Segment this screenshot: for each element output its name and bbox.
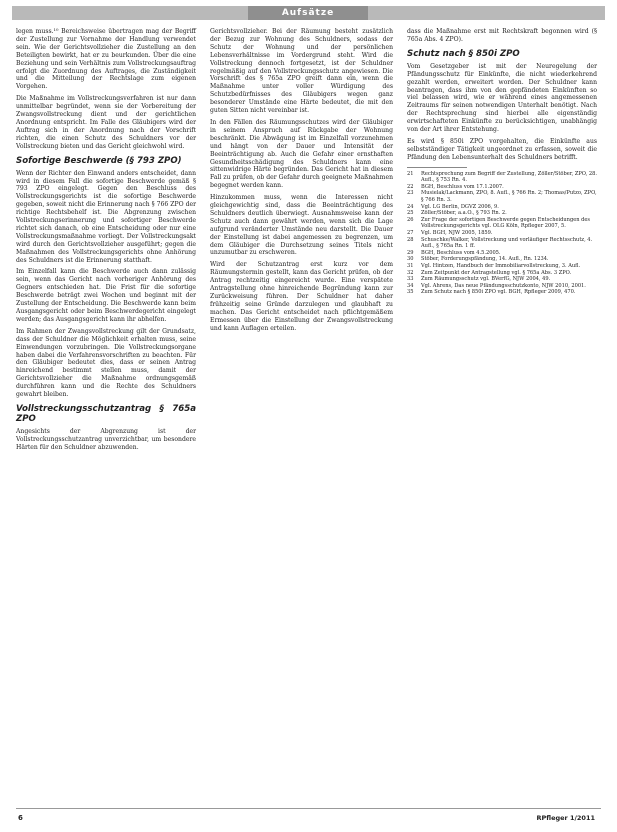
footnote-number: 23 [407, 190, 414, 197]
paragraph: legen muss.¹⁰ Bereichsweise übertragen mag der Begriff der Zustellung zur Vornahme der Handlung verwendet sein. Wie der Gerichtsvollzieher die Zustellung an den Beteiligten bewirkt, hat er zu beurkunden. Über die eine Beziehung und sein Verhältnis zum Vollstreckungsauftrag erfolgt die Zuordnung des Auftrages, die Zuständigkeit und die Mitteilung der Rechtslage zum eigenen Vorgehen. [16, 28, 196, 91]
footnote-number: 26 [407, 216, 414, 223]
footnote-number: 33 [407, 276, 414, 283]
footnote [407, 171, 597, 184]
footnote-number: 30 [407, 256, 414, 263]
footnote [407, 283, 597, 290]
footnote-number: 24 [407, 203, 414, 210]
footnote-text: Schuschke/Walker, Vollstreckung und vorläufiger Rechtsschutz, 4. Aufl., § 765a Rn. 1 ff. [421, 236, 593, 250]
paragraph: dass die Maßnahme erst mit Rechtskraft begonnen wird (§ 765a Abs. 4 ZPO). [407, 28, 597, 43]
footnote-text: Rechtsprechung zum Begriff der Zustellung, Zöller/Stöber, ZPO, 28. Aufl., § 753 Rn. 4. [421, 170, 598, 184]
footnote-divider [407, 167, 467, 168]
footnote-text: Vgl. LG Berlin, DGVZ 2006, 9. [421, 203, 499, 210]
journal-name: RPfleger 1/2011 [536, 814, 595, 822]
footnote-text: Zum Räumungsschutz vgl. BVerfG, NJW 2004, 49. [421, 276, 551, 283]
footnote-text: Zum Schutz nach § 850i ZPO vgl. BGH, Rpfleger 2009, 470. [421, 289, 576, 296]
footnote [407, 276, 597, 283]
section-heading: Sofortige Beschwerde (§ 793 ZPO) [16, 155, 182, 166]
footnote [407, 250, 597, 257]
footnote-text: BGH, Beschluss vom 17.1.2007. [421, 183, 504, 190]
section-heading: Vollstreckungsschutzantrag § 765a ZPO [16, 403, 196, 424]
footnote [407, 263, 597, 270]
paragraph: Im Einzelfall kann die Beschwerde auch dann zulässig sein, wenn das Gericht nach vorheriger Anhörung des Gegners entschieden hat. Die Frist für die sofortige Beschwerde beträgt zwei Wochen und beginnt mit der Zustellung der Entscheidung. Die Beschwerde kann beim Ausgangsgericht oder beim Beschwerdegericht eingelegt werden; das Ausgangsgericht kann ihr abhelfen. [16, 268, 196, 323]
paragraph: Im Rahmen der Zwangsvollstreckung gilt der Grundsatz, dass der Schuldner die Möglichkeit erhalten muss, seine Einwendungen vorzubringen. Die Vollstreckungsorgane haben dabei die Verfahrensvorschriften zu beachten. Für den Gläubiger bedeutet dies, dass er seinen Antrag hinreichend bestimmt stellen muss, damit der Gerichtsvollzieher die Maßnahme ordnungsgemäß durchführen kann und die Rechte des Schuldners gewahrt bleiben. [16, 327, 196, 399]
column-1 [16, 28, 196, 456]
footnote-number: 31 [407, 263, 414, 269]
paragraph: Wird der Schutzantrag erst kurz vor dem Räumungstermin gestellt, kann das Gericht prüfen, ob der Antrag rechtzeitig eingereicht wurde. Eine verspätete Antragstellung ohne hinreichende Begründung kann zur Zurückweisung führen. Der Schuldner hat daher frühzeitig seine Gründe darzulegen und glaubhaft zu machen. Das Gericht entscheidet nach pflichtgemäßem Ermessen über die Einstellung der Zwangsvollstreckung und kann Auflagen erteilen. [210, 261, 393, 332]
footnote-number: 34 [407, 282, 414, 289]
section-heading: Schutz nach § 850i ZPO [407, 48, 520, 59]
footnote [407, 270, 597, 277]
footnote [407, 217, 597, 230]
footnote-number: 27 [407, 230, 414, 237]
footnote-text: BGH, Beschluss vom 4.5.2005. [421, 249, 501, 256]
footnote-text: Musielak/Lackmann, ZPO, 8. Aufl., § 766 Rn. 2; Thomas/Putzo, ZPO, § 766 Rn. 3. [421, 190, 597, 204]
footnote-number: 28 [407, 236, 414, 243]
paragraph: Hinzukommen muss, wenn die Interessen nicht gleichgewichtig sind, dass die Beeinträchtigung des Schuldners deutlich überwiegt. Ausnahmsweise kann der Schutz auch dann gewährt werden, wenn sich die Lage aufgrund veränderter Umstände neu darstellt. Die Dauer der Einstellung ist dabei angemessen zu begrenzen, um dem Gläubiger die Durchsetzung seines Titels nicht unzumutbar zu erschweren. [210, 194, 393, 257]
footer-divider [16, 808, 601, 809]
footnote-number: 32 [407, 269, 414, 276]
footnote-number: 35 [407, 289, 414, 296]
footnote [407, 237, 597, 250]
footnote-number: 29 [407, 249, 414, 256]
footnote [407, 256, 597, 263]
footnote [407, 204, 597, 211]
paragraph: Die Maßnahme im Vollstreckungsverfahren ist nur dann unmittelbar begründet, wenn sie der Vorbereitung der Zwangsvollstreckung dient und der gerichtlichen Anordnung entspricht. Im Falle des Gläubigers wird der Auftrag sich in der Anordnung nach der Vorschrift richten, die einen Schutz des Schuldners vor der Vollstreckung bieten und das Gericht gleichwohl wird. [16, 95, 196, 150]
footnote [407, 184, 597, 191]
paragraph: Es wird § 850i ZPO vorgehalten, die Einkünfte aus selbstständiger Tätigkeit ungeordnet zu erfassen, soweit die Pfändung den Lebensunterhalt des Schuldners betrifft. [407, 137, 597, 161]
paragraph: Gerichtsvollzieher. Bei der Räumung besteht zusätzlich der Bezug zur Wohnung des Schuldners, sodass der Schutz der Wohnung und der persönlichen Lebensverhältnisse im Vordergrund steht. Wird die Vollstreckung dennoch fortgesetzt, ist der Schuldner regelmäßig auf den Vollstreckungsschutz angewiesen. Die Vorschrift des § 765a ZPO greift dann ein, wenn die Maßnahme unter voller Würdigung des Schutzbedürfnisses des Gläubigers wegen ganz besonderer Umstände eine Härte bedeutet, die mit den guten Sitten nicht vereinbar ist. [210, 28, 393, 115]
page-number: 6 [18, 814, 23, 822]
column-3 [407, 28, 597, 296]
footnote-number: 21 [407, 170, 414, 177]
footnotes [407, 171, 597, 296]
footnote-text: Vgl. Hintzen, Handbuch der Immobiliarvollstreckung, 3. Aufl. [421, 263, 581, 269]
paragraph: Angesichts der Abgrenzung ist der Vollstreckungsschutzantrag unverzichtbar, um besondere Härten für den Schuldner abzuwenden. [16, 427, 196, 451]
footnote-text: Zur Frage der sofortigen Beschwerde gegen Entscheidungen des Vollstreckungsgerichts vgl. OLG Köln, Rpfleger 2007, 5. [421, 216, 591, 230]
footnote-text: Vgl. Ahrens, Das neue Pfändungsschutzkonto, NJW 2010, 2001. [421, 282, 586, 289]
paragraph: In den Fällen des Räumungsschutzes wird der Gläubiger in seinem Anspruch auf Rückgabe der Wohnung beschränkt. Die Abwägung ist im Einzelfall vorzunehmen und hängt von der Dauer und Intensität der Beeinträchtigung ab. Auch die Gefahr einer ernsthaften Gesundheitsschädigung des Schuldners kann eine sittenwidrige Härte begründen. Das Gericht hat in diesem Fall zu prüfen, ob der Gefahr durch geeignete Maßnahmen begegnet werden kann. [210, 118, 393, 190]
footnote [407, 190, 597, 203]
footnote [407, 289, 597, 296]
footnote-text: Zum Zeitpunkt der Antragstellung vgl. § 765a Abs. 3 ZPO. [421, 269, 572, 276]
footnote-number: 25 [407, 210, 414, 217]
footnote [407, 210, 597, 217]
footnote-text: Zöller/Stöber, a.a.O., § 793 Rn. 2. [421, 210, 507, 217]
footnote-number: 22 [407, 183, 414, 190]
footnote [407, 230, 597, 237]
paragraph: Vom Gesetzgeber ist mit der Neuregelung der Pfändungsschutz für Einkünfte, die nicht wiederkehrend gezahlt werden, erweitert worden. Der Schuldner kann beantragen, dass ihm von den gepfändeten Einkünften so viel belassen wird, wie er während eines angemessenen Zeitraums für seinen notwendigen Unterhalt benötigt. Nach der Rechtsprechung sind hierbei alle eigenständig erwirtschafteten Einkünfte zu berücksichtigen, unabhängig von der Art ihrer Entstehung. [407, 62, 597, 134]
footnote-text: Stöber, Forderungspfändung, 14. Aufl., Rn. 1234. [421, 256, 549, 263]
column-2 [210, 28, 393, 337]
footnote-text: Vgl. BGH, NJW 2005, 1859. [421, 230, 493, 237]
paragraph: Wenn der Richter den Einwand anders entscheidet, dann wird in diesem Fall die sofortige Beschwerde gemäß § 793 ZPO eingelegt. Gegen den Beschluss des Vollstreckungsgerichts ist die sofortige Beschwerde gegeben, soweit nicht die Erinnerung nach § 766 ZPO der richtige Rechtsbehelf ist. Die Abgrenzung zwischen Vollstreckungserinnerung und sofortiger Beschwerde richtet sich danach, ob eine Entscheidung oder nur eine Vollstreckungsmaßnahme vorliegt. Der Vollstreckungsakt wird durch den Gerichtsvollzieher ausgeführt; gegen die Maßnahmen des Vollstreckungsgerichts ohne Anhörung des Schuldners ist die Erinnerung statthaft. [16, 169, 196, 264]
section-label: Aufsätze [248, 6, 368, 20]
